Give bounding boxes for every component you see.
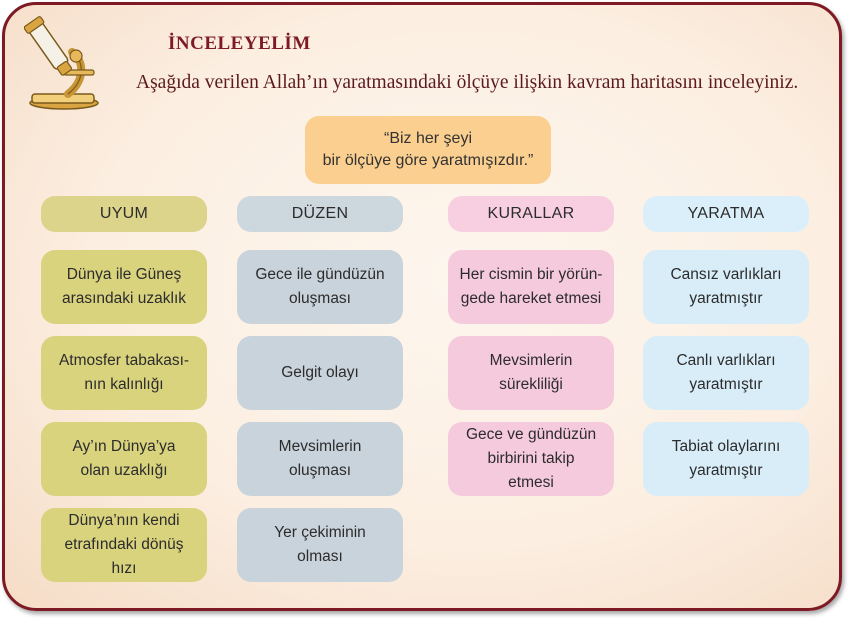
concept-box	[643, 336, 809, 410]
concept-box	[237, 250, 403, 324]
concept-text-line: gede hareket etmesi	[460, 290, 602, 307]
concept-text-line: birbirini takip	[487, 450, 575, 467]
concept-text-line: Dünya ile Güneş	[66, 266, 182, 283]
column-heading: UYUM	[41, 196, 207, 232]
concept-text-line: Gece ve gündüzün	[465, 426, 597, 443]
concept-box	[237, 336, 403, 410]
concept-text-line: Tabiat olaylarını	[671, 438, 781, 455]
quote-line: bir ölçüye göre yaratmışızdır.”	[322, 152, 534, 169]
concept-text-line: Canlı varlıkları	[676, 352, 776, 369]
concept-text-line: hızı	[111, 560, 137, 577]
concept-text-line: yaratmıştır	[689, 462, 763, 479]
intro-text: Aşağıda verilen Allah’ın yaratmasındaki ölçüye ilişkin kavram haritasını inceleyiniz.	[136, 72, 799, 93]
concept-text-line: Gelgit olayı	[281, 364, 359, 381]
concept-box	[237, 508, 403, 582]
concept-box	[41, 422, 207, 496]
concept-text-line: olması	[297, 548, 343, 565]
concept-text-line: nın kalınlığı	[84, 376, 164, 393]
concept-text-line: Her cismin bir yörün-	[459, 266, 603, 283]
central-quote	[305, 116, 551, 184]
concept-text-line: Yer çekiminin	[274, 524, 366, 541]
concept-text-line: Atmosfer tabakası-	[58, 352, 190, 369]
concept-box	[448, 422, 614, 496]
concept-box	[41, 336, 207, 410]
concept-text-line: yaratmıştır	[689, 376, 763, 393]
concept-text-line: etrafındaki dönüş	[64, 536, 184, 553]
concept-text-line: arasındaki uzaklık	[61, 290, 187, 307]
section-title: İNCELEYELİM	[168, 33, 311, 54]
concept-text-line: Mevsimlerin	[489, 352, 573, 369]
concept-box	[41, 250, 207, 324]
concept-box	[643, 422, 809, 496]
concept-text-line: Ay’ın Dünya’ya	[72, 438, 176, 455]
concept-text-line: Cansız varlıkları	[670, 266, 782, 283]
concept-text-line: Gece ile gündüzün	[255, 266, 385, 283]
concept-box	[237, 422, 403, 496]
column-heading: KURALLAR	[448, 196, 614, 232]
quote-line: “Biz her şeyi	[383, 130, 473, 147]
concept-box	[448, 336, 614, 410]
microscope-icon	[24, 10, 104, 110]
concept-box	[448, 250, 614, 324]
concept-text-line: sürekliliği	[499, 376, 563, 393]
concept-text-line: etmesi	[508, 474, 554, 491]
concept-text-line: olan uzaklığı	[80, 462, 168, 479]
concept-text-line: Dünya’nın kendi	[68, 512, 180, 529]
concept-box	[643, 250, 809, 324]
concept-text-line: yaratmıştır	[689, 290, 763, 307]
concept-text-line: oluşması	[288, 290, 351, 307]
column-heading: YARATMA	[643, 196, 809, 232]
concept-box	[41, 508, 207, 582]
concept-text-line: Mevsimlerin	[278, 438, 362, 455]
concept-text-line: oluşması	[288, 462, 352, 479]
column-heading: DÜZEN	[237, 196, 403, 232]
